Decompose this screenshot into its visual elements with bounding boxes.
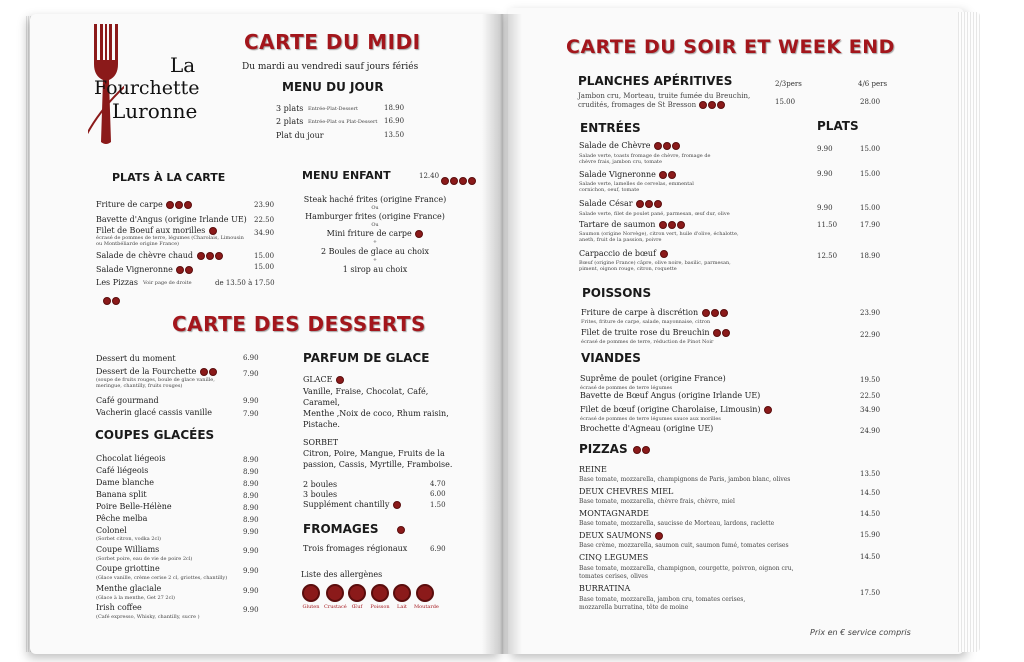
pizza-description: Base tomate, mozzarella, champignon, courgette, poivron, oignon cru, tomates cerises, olives — [579, 565, 794, 580]
milk-icon — [393, 584, 411, 602]
coupe-name: Banana split — [96, 490, 147, 499]
allergen-badge-icon — [645, 200, 653, 208]
viande-price: 24.90 — [860, 427, 881, 435]
allergen-badges — [440, 170, 476, 189]
allergen-badges — [102, 290, 120, 309]
pizza-description: Base tomate, mozzarella, saucisse de Morteau, lardons, raclette — [579, 520, 775, 527]
coupe-name: Coupe Williams — [96, 545, 160, 554]
entree-description: Salade verte, filet de poulet pané, parmesan, œuf dur, olive — [579, 211, 730, 217]
allergen-badge-icon — [717, 101, 725, 109]
allergen-badge-icon — [450, 177, 458, 185]
fromages-title: FROMAGES — [303, 522, 405, 536]
dish-price: 23.90 — [254, 201, 275, 209]
menu-item-price: 13.50 — [384, 131, 405, 139]
allergen-badge-icon — [206, 252, 214, 260]
sorbet-line: Citron, Poire, Mangue, Fruits de la — [303, 449, 445, 458]
allergen-badge-icon — [663, 142, 671, 150]
pizza-name: BURRATINA — [579, 584, 631, 593]
menu-enfant-title: MENU ENFANT — [302, 169, 391, 182]
glace-extra-price: 6.00 — [430, 490, 446, 498]
menu-item-price: 16.90 — [384, 117, 405, 125]
dish-price: de 13.50 à 17.50 — [215, 279, 275, 287]
desserts-title: CARTE DES DESSERTS — [172, 312, 426, 336]
dish-name: Friture de carpe — [96, 200, 192, 209]
allergen-badge-icon — [197, 252, 205, 260]
allergen-oeuf: Œuf — [346, 584, 368, 610]
allergen-badge-icon — [468, 177, 476, 185]
coupe-name: Chocolat liégeois — [96, 454, 166, 463]
dessert-price: 7.90 — [243, 370, 259, 378]
logo-line-3: Luronne — [112, 99, 198, 123]
plats-title: PLATS — [817, 119, 859, 133]
sorbet-line: passion, Cassis, Myrtille, Framboise. — [303, 460, 453, 469]
planches-price2: 28.00 — [860, 98, 881, 106]
plat-price: 17.90 — [860, 221, 881, 229]
allergen-badge-icon — [672, 142, 680, 150]
dish-name: Salade Vigneronne — [96, 265, 193, 274]
plat-price: 15.00 — [860, 145, 881, 153]
allergen-badge-icon — [215, 252, 223, 260]
dish-name: Bavette d'Angus (origine Irlande UE) — [96, 215, 247, 224]
allergen-badge-icon — [636, 200, 644, 208]
allergen-badge-icon — [209, 368, 217, 376]
allergen-badge-icon — [336, 376, 344, 384]
sorbet-flavours — [303, 448, 452, 470]
viande-description: écrasé de pommes de terre légumes sauce aux morilles — [580, 416, 721, 422]
enfant-line: Hamburger frites (origine France) — [305, 212, 445, 221]
glace-extra-price: 1.50 — [430, 501, 446, 509]
allergen-poisson: Poisson — [369, 584, 391, 610]
allergen-badge-icon — [702, 309, 710, 317]
dessert-name: Vacherin glacé cassis vanille — [96, 408, 212, 417]
coupe-name: Poire Belle-Hélène — [96, 502, 172, 511]
enfant-line: Steak haché frites (origine France) — [303, 195, 447, 204]
glace-line: Caramel, — [303, 398, 340, 407]
allergen-badge-icon — [112, 297, 120, 305]
pizza-price: 13.50 — [860, 470, 881, 478]
coupe-price: 9.90 — [243, 606, 259, 614]
coupe-price: 9.90 — [243, 528, 259, 536]
planches-desc: Jambon cru, Morteau, truite fumée du Breuchin, crudités, fromages de St Bresson — [578, 92, 751, 109]
allergen-badge-icon — [668, 171, 676, 179]
coupe-price: 9.90 — [243, 587, 259, 595]
enfant-line: Ou — [371, 222, 379, 228]
pizza-name: CINQ LEGUMES — [579, 553, 649, 562]
coupe-name: Colonel — [96, 526, 127, 535]
allergen-badge-icon — [711, 309, 719, 317]
menu-item-label: 3 plats — [276, 104, 304, 113]
enfant-line: 1 sirop au choix — [342, 265, 408, 274]
glace-flavours — [303, 386, 449, 430]
viande-name: Suprême de poulet (origine France) — [580, 374, 726, 383]
allergen-badge-icon — [699, 101, 707, 109]
poisson-name: Friture de carpe à discrétion — [581, 308, 728, 317]
coupe-description: (Sorbet citron, vodka 2cl) — [96, 536, 161, 542]
glace-extra-name: 2 boules — [303, 480, 338, 489]
coupe-price: 8.90 — [243, 504, 259, 512]
dish-name: Les Pizzas — [96, 278, 138, 287]
coupe-price: 9.90 — [243, 547, 259, 555]
pizza-name: DEUX CHEVRES MIEL — [579, 487, 674, 496]
menu-item-label: 2 plats — [276, 117, 304, 126]
dish-price: 34.90 — [254, 229, 275, 237]
poisson-name: Filet de truite rose du Breuchin — [581, 328, 730, 337]
allergen-badge-icon — [175, 201, 183, 209]
book-gutter — [482, 14, 522, 654]
poissons-title: POISSONS — [582, 286, 652, 300]
enfant-line: Ou — [371, 205, 379, 211]
glace-line: Pistache. — [303, 420, 340, 429]
viande-name: Filet de bœuf (origine Charolaise, Limousin) — [580, 405, 772, 414]
glace-extra-price: 4.70 — [430, 480, 446, 488]
allergen-badge-icon — [660, 250, 668, 258]
gluten-icon — [302, 584, 320, 602]
soir-title: CARTE DU SOIR ET WEEK END — [566, 36, 895, 58]
entree-price: 9.90 — [817, 170, 833, 178]
plat-price: 18.90 — [860, 252, 881, 260]
pizza-name: DEUX SAUMONS — [579, 531, 663, 540]
pizza-price: 17.50 — [860, 589, 881, 597]
menu-item-note: Entrée-Plat-Dessert — [308, 106, 358, 112]
dessert-description: (soupe de fruits rouges, boule de glace vanille, meringue, chantilly, fruits rouges) — [96, 377, 215, 389]
coupe-name: Menthe glaciale — [96, 584, 162, 593]
dish-description: Voir page de droite — [143, 280, 192, 286]
entree-description: Bœuf (origine France) câpre, olive noire, basilic, parmesan, piment, oignon rouge, citron, roquette — [579, 260, 731, 272]
entree-price: 9.90 — [817, 204, 833, 212]
entree-description: Salade verte, lamelles de cervelas, emmental cornichon, oeuf, tomate — [579, 181, 694, 193]
allergen-badge-icon — [668, 221, 676, 229]
coupe-price: 8.90 — [243, 456, 259, 464]
price-footnote: Prix en € service compris — [810, 628, 911, 637]
allergen-badge-icon — [200, 368, 208, 376]
dish-price: 15.00 — [254, 252, 275, 260]
entree-price: 9.90 — [817, 145, 833, 153]
planches-price1: 15.00 — [775, 98, 796, 106]
plats-carte-title: PLATS À LA CARTE — [112, 171, 226, 184]
coupe-name: Café liégeois — [96, 466, 149, 475]
glace-line: Menthe ,Noix de coco, Rhum raisin, — [303, 409, 449, 418]
viande-name: Bavette de Bœuf Angus (origine Irlande UE) — [580, 391, 761, 400]
pizza-description: Base crème, mozzarella, saumon cuit, saumon fumé, tomates cerises — [579, 542, 789, 549]
dessert-name: Café gourmand — [96, 396, 159, 405]
allergen-badge-icon — [185, 266, 193, 274]
poisson-description: Frites, friture de carpe, salade, mayonnaise, citron — [581, 319, 711, 325]
entrees-title: ENTRÉES — [580, 121, 641, 135]
dessert-price: 6.90 — [243, 354, 259, 362]
fromage-price: 6.90 — [430, 545, 446, 553]
viande-name: Brochette d'Agneau (origine UE) — [580, 424, 714, 433]
allergen-badge-icon — [720, 309, 728, 317]
allergen-badge-icon — [659, 221, 667, 229]
midi-title: CARTE DU MIDI — [244, 30, 421, 54]
pizza-description: Base tomate, mozzarella, jambon cru, tomates cerises, mozzarella burratina, tête de moine — [579, 596, 746, 611]
glace-title: PARFUM DE GLACE — [303, 351, 430, 365]
dessert-name: Dessert du moment — [96, 354, 176, 363]
entree-description: Saumon (origine Norvège), citron vert, huile d'olive, échalotte, aneth, fruit de la passion, poivre — [579, 231, 739, 243]
pizza-price: 14.50 — [860, 489, 881, 497]
enfant-line: + — [372, 257, 378, 263]
viande-price: 19.50 — [860, 376, 881, 384]
allergen-badge-icon — [655, 532, 663, 540]
planches-col2: 4/6 pers — [858, 80, 888, 88]
menu-item-note: Entrée-Plat ou Plat-Dessert — [308, 119, 378, 125]
coupe-price: 8.90 — [243, 516, 259, 524]
menu-du-jour-title: MENU DU JOUR — [282, 80, 384, 94]
allergen-badge-icon — [633, 446, 641, 454]
dish-name: Salade de chèvre chaud — [96, 251, 223, 260]
dessert-name: Dessert de la Fourchette — [96, 367, 217, 376]
viande-price: 34.90 — [860, 406, 881, 414]
dish-price: 22.50 — [254, 216, 275, 224]
allergen-crustace: Crustacé — [324, 584, 346, 610]
glace-extra-name: Supplément chantilly — [303, 500, 401, 509]
entree-name: Salade de Chèvre — [579, 141, 680, 150]
menu-enfant-price: 12.40 — [419, 172, 440, 180]
entree-price: 12.50 — [817, 252, 838, 260]
viande-price: 22.50 — [860, 392, 881, 400]
coupe-description: (Café expresso, Whisky, chantilly, sucre ) — [96, 614, 200, 620]
allergen-badge-icon — [654, 142, 662, 150]
fromage-item: Trois fromages régionaux — [303, 544, 408, 553]
entree-name: Salade César — [579, 199, 662, 208]
dish-price: 15.00 — [254, 263, 275, 271]
allergen-gluten: Gluten — [300, 584, 322, 610]
allergen-badge-icon — [713, 329, 721, 337]
coupe-name: Coupe griottine — [96, 564, 160, 573]
allergen-badge-icon — [103, 297, 111, 305]
poisson-description: écrasé de pommes de terre, réduction de Pinot Noir — [581, 339, 714, 345]
coupe-description: (Glace à la menthe, Get 27 2cl) — [96, 595, 175, 601]
pizza-name: REINE — [579, 465, 607, 474]
coupe-name: Pêche melba — [96, 514, 148, 523]
entree-name: Salade Vigneronne — [579, 170, 676, 179]
egg-icon — [348, 584, 366, 602]
coupe-name: Irish coffee — [96, 603, 142, 612]
allergen-badge-icon — [722, 329, 730, 337]
crustacean-icon — [326, 584, 344, 602]
allergen-badge-icon — [176, 266, 184, 274]
allergen-badge-icon — [677, 221, 685, 229]
coupes-title: COUPES GLACÉES — [95, 428, 215, 442]
page-edges-right — [958, 12, 980, 652]
pizza-price: 14.50 — [860, 553, 881, 561]
dessert-price: 9.90 — [243, 397, 259, 405]
dish-description: écrasé de pommes de terre, légumes (Charolais, Limousin ou Montbéliarde origine France) — [96, 235, 244, 247]
allergen-moutarde: Moutarde — [414, 584, 436, 610]
allergen-badge-icon — [654, 200, 662, 208]
entree-name: Tartare de saumon — [579, 220, 685, 229]
allergen-badge-icon — [708, 101, 716, 109]
fish-icon — [371, 584, 389, 602]
plat-price: 15.00 — [860, 204, 881, 212]
viande-description: écrasé de pommes de terre légumes — [580, 385, 673, 391]
dessert-price: 7.90 — [243, 410, 259, 418]
planches-col1: 2/3pers — [775, 80, 802, 88]
pizza-price: 14.50 — [860, 510, 881, 518]
glace-line: Vanille, Fraise, Chocolat, Café, — [303, 387, 429, 396]
pizzas-title: PIZZAS — [579, 442, 650, 456]
menu-item-label: Plat du jour — [276, 131, 324, 140]
coupe-price: 8.90 — [243, 492, 259, 500]
allergen-badge-icon — [393, 501, 401, 509]
viandes-title: VIANDES — [581, 351, 641, 365]
menu-item-price: 18.90 — [384, 104, 405, 112]
allergen-badge-icon — [441, 177, 449, 185]
entree-price: 11.50 — [817, 221, 838, 229]
allergen-badge-icon — [209, 227, 217, 235]
pizza-price: 15.90 — [860, 531, 881, 539]
allergen-badge-icon — [659, 171, 667, 179]
allergen-badge-icon — [415, 230, 423, 238]
coupe-description: (Glace vanille, crème cerise 2 cl, griottes, chantilly) — [96, 575, 228, 581]
allergen-badge-icon — [184, 201, 192, 209]
plat-price: 15.00 — [860, 170, 881, 178]
allergens-title: Liste des allergènes — [301, 570, 383, 579]
pizza-description: Base tomate, mozzarella, chèvre frais, chèvre, miel — [579, 498, 735, 505]
poisson-price: 22.90 — [860, 331, 881, 339]
allergen-badge-icon — [166, 201, 174, 209]
allergen-lait: Lait — [391, 584, 413, 610]
logo-line-2: Fourchette — [94, 77, 200, 99]
glace-label: GLACE — [303, 375, 344, 384]
logo-line-1: La — [170, 53, 196, 77]
glace-extra-name: 3 boules — [303, 490, 338, 499]
coupe-name: Dame blanche — [96, 478, 155, 487]
coupe-price: 8.90 — [243, 468, 259, 476]
sorbet-label: SORBET — [303, 438, 339, 447]
coupe-description: (Sorbet poire, eau de vie de poire 2cl) — [96, 556, 193, 562]
entree-name: Carpaccio de bœuf — [579, 249, 668, 258]
midi-subtitle: Du mardi au vendredi sauf jours fériés — [242, 62, 419, 72]
allergen-badge-icon — [764, 406, 772, 414]
allergen-badge-icon — [642, 446, 650, 454]
enfant-line: Mini friture de carpe — [290, 228, 460, 239]
pizza-name: MONTAGNARDE — [579, 509, 649, 518]
enfant-line: 2 Boules de glace au choix — [320, 247, 429, 256]
allergen-badge-icon — [459, 177, 467, 185]
coupe-price: 9.90 — [243, 567, 259, 575]
planches-title: PLANCHES APÉRITIVES — [578, 74, 733, 88]
menu-enfant-lines — [290, 194, 460, 275]
coupe-price: 8.90 — [243, 480, 259, 488]
allergen-badge-icon — [397, 526, 405, 534]
poisson-price: 23.90 — [860, 309, 881, 317]
dish-name: Filet de Boeuf aux morilles — [96, 226, 217, 235]
pizza-description: Base tomate, mozzarella, champignons de Paris, jambon blanc, olives — [579, 476, 791, 483]
entree-description: Salade verte, toasts fromage de chèvre, fromage de chèvre frais, jambon cru, tomate — [579, 153, 711, 165]
enfant-line: + — [372, 239, 378, 245]
mustard-icon — [416, 584, 434, 602]
